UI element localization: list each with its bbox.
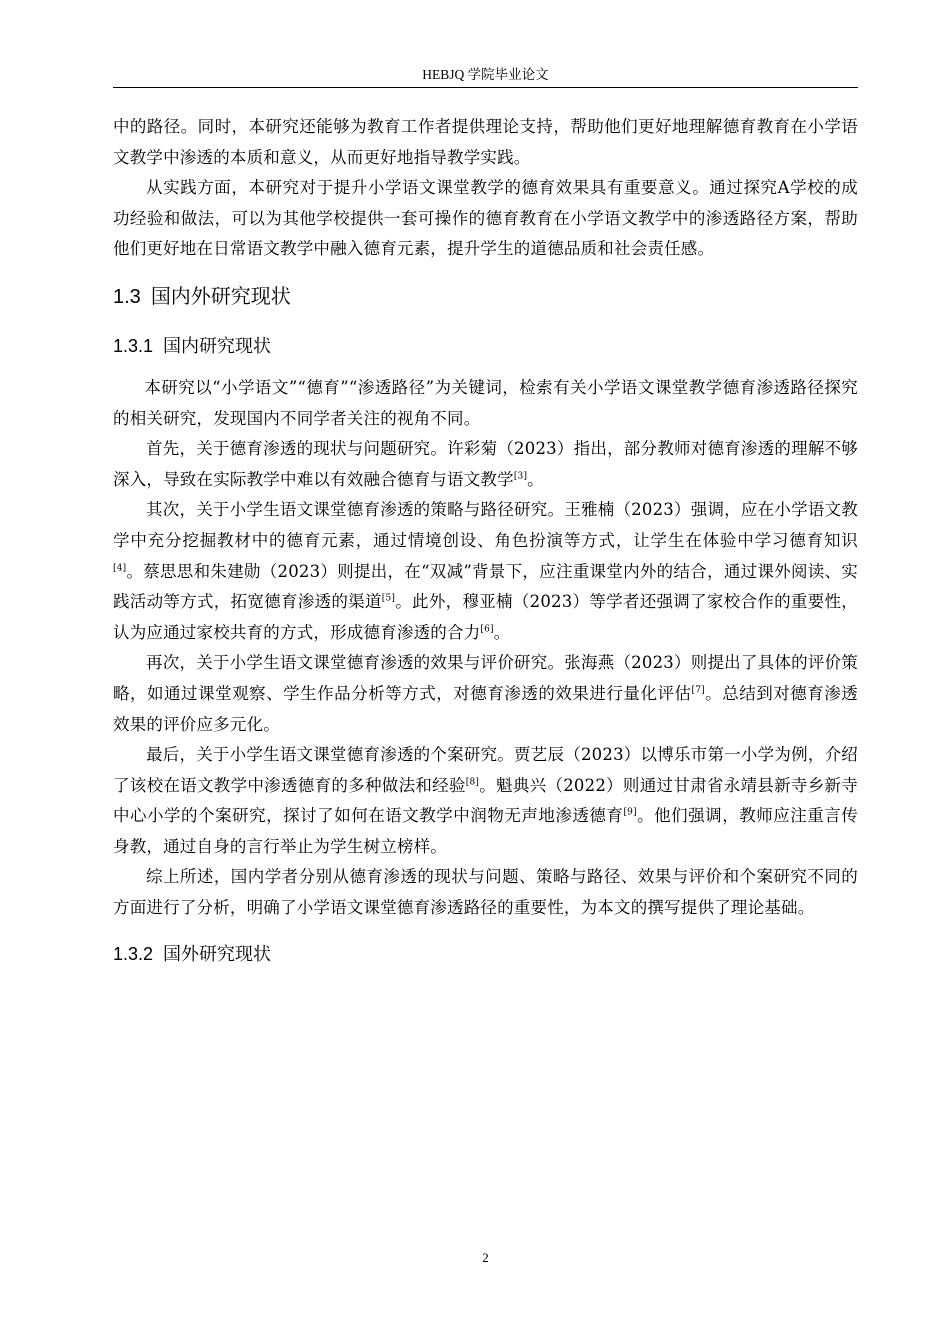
paragraph-text: 。他们强调，教师应注重言传身教，通过自身的言行举止为学生树立榜样。 bbox=[113, 806, 859, 856]
page-body bbox=[113, 112, 858, 981]
domestic-paragraph-6: 综上所述，国内学者分别从德育渗透的现状与问题、策略与路径、效果与评价和个案研究不同的方面进行了分析，明确了小学语文课堂德育渗透路径的重要性，为本文的撰写提供了理论基础。 bbox=[113, 867, 858, 918]
paragraph-text: 。魁典兴（2022）则通过甘肃省永靖县新寺乡新寺中心小学的个案研究，探讨了如何在语文教学中润物无声地渗透德育 bbox=[113, 775, 859, 826]
domestic-paragraph-1: 本研究以“小学语文”“德育”“渗透路径”为关键词，检索有关小学语文课堂教学德育渗透路径探究的相关研究，发现国内不同学者关注的视角不同。 bbox=[113, 377, 858, 428]
paragraph-text: 。 bbox=[527, 469, 544, 489]
domestic-paragraph-4 bbox=[113, 648, 858, 740]
paragraph-text: 首先，关于德育渗透的现状与问题研究。许彩菊（2023）指出，部分教师对德育渗透的理解不够深入，导致在实际教学中难以有效融合德育与语文教学 bbox=[113, 439, 858, 489]
paragraph-text: 。总结到对德育渗透效果的评价应多元化。 bbox=[113, 683, 858, 734]
citation-ref[interactable]: [9] bbox=[623, 807, 637, 818]
subsection-title: 国内研究现状 bbox=[163, 335, 272, 357]
section-title: 国内外研究现状 bbox=[150, 283, 291, 308]
domestic-paragraph-3 bbox=[113, 495, 858, 648]
section-heading-1-3 bbox=[113, 281, 858, 312]
citation-ref[interactable]: [5] bbox=[381, 593, 396, 604]
paragraph-text: 其次，关于小学生语文课堂德育渗透的策略与路径研究。王雅楠（2023）强调，应在小学语文教学中充分挖掘教材中的德育元素，通过情境创设、角色扮演等方式，让学生在体验中学习德育知识 bbox=[113, 500, 858, 550]
page-header bbox=[113, 66, 858, 84]
intro-paragraph-1: 中的路径。同时，本研究还能够为教育工作者提供理论支持，帮助他们更好地理解德育教育在小学语文教学中渗透的本质和意义，从而更好地指导教学实践。 bbox=[113, 117, 858, 167]
header-rule bbox=[113, 87, 858, 88]
subsection-heading-1-3-1 bbox=[113, 332, 858, 361]
citation-ref[interactable]: [7] bbox=[691, 685, 705, 696]
subsection-heading-1-3-2 bbox=[113, 940, 858, 969]
paragraph-text: 。 bbox=[493, 622, 511, 642]
subsection-number: 1.3.2 bbox=[113, 943, 154, 964]
page-footer bbox=[113, 1250, 858, 1266]
page-number: 2 bbox=[482, 1250, 489, 1265]
paragraph-text: 最后，关于小学生语文课堂德育渗透的个案研究。贾艺辰（2023）以博乐市第一小学为例，介绍了该校在语文教学中渗透德育的多种做法和经验 bbox=[113, 745, 858, 795]
domestic-paragraph-2 bbox=[113, 434, 858, 495]
paragraph-text: 。此外，穆亚楠（2023）等学者还强调了家校合作的重要性，认为应通过家校共育的方式，形成德育渗透的合力 bbox=[113, 592, 858, 642]
citation-ref[interactable]: [4] bbox=[113, 563, 127, 574]
section-number: 1.3 bbox=[113, 285, 141, 308]
header-title: HEBJQ 学院毕业论文 bbox=[422, 67, 549, 82]
subsection-title: 国外研究现状 bbox=[163, 943, 272, 965]
subsection-number: 1.3.1 bbox=[113, 335, 154, 356]
citation-ref[interactable]: [8] bbox=[465, 777, 480, 788]
citation-ref[interactable]: [6] bbox=[480, 624, 494, 635]
paragraph-text: 。蔡思思和朱建勋（2023）则提出，在“双减”背景下，应注重课堂内外的结合，通过课外阅读、实践活动等方式，拓宽德育渗透的渠道 bbox=[113, 561, 858, 612]
paragraph-text: 再次，关于小学生语文课堂德育渗透的效果与评价研究。张海燕（2023）则提出了具体的评价策略，如通过课堂观察、学生作品分析等方式，对德育渗透的效果进行量化评估 bbox=[113, 653, 858, 703]
citation-ref[interactable]: [3] bbox=[513, 471, 528, 482]
intro-paragraph-2: 从实践方面，本研究对于提升小学语文课堂教学的德育效果具有重要意义。通过探究A学校的成功经验和做法，可以为其他学校提供一套可操作的德育教育在小学语文教学中的渗透路径方案，帮助他们更好地在日常语文教学中融入德育元素，提升学生的道德品质和社会责任感。 bbox=[113, 178, 858, 259]
domestic-paragraph-5 bbox=[113, 740, 858, 862]
